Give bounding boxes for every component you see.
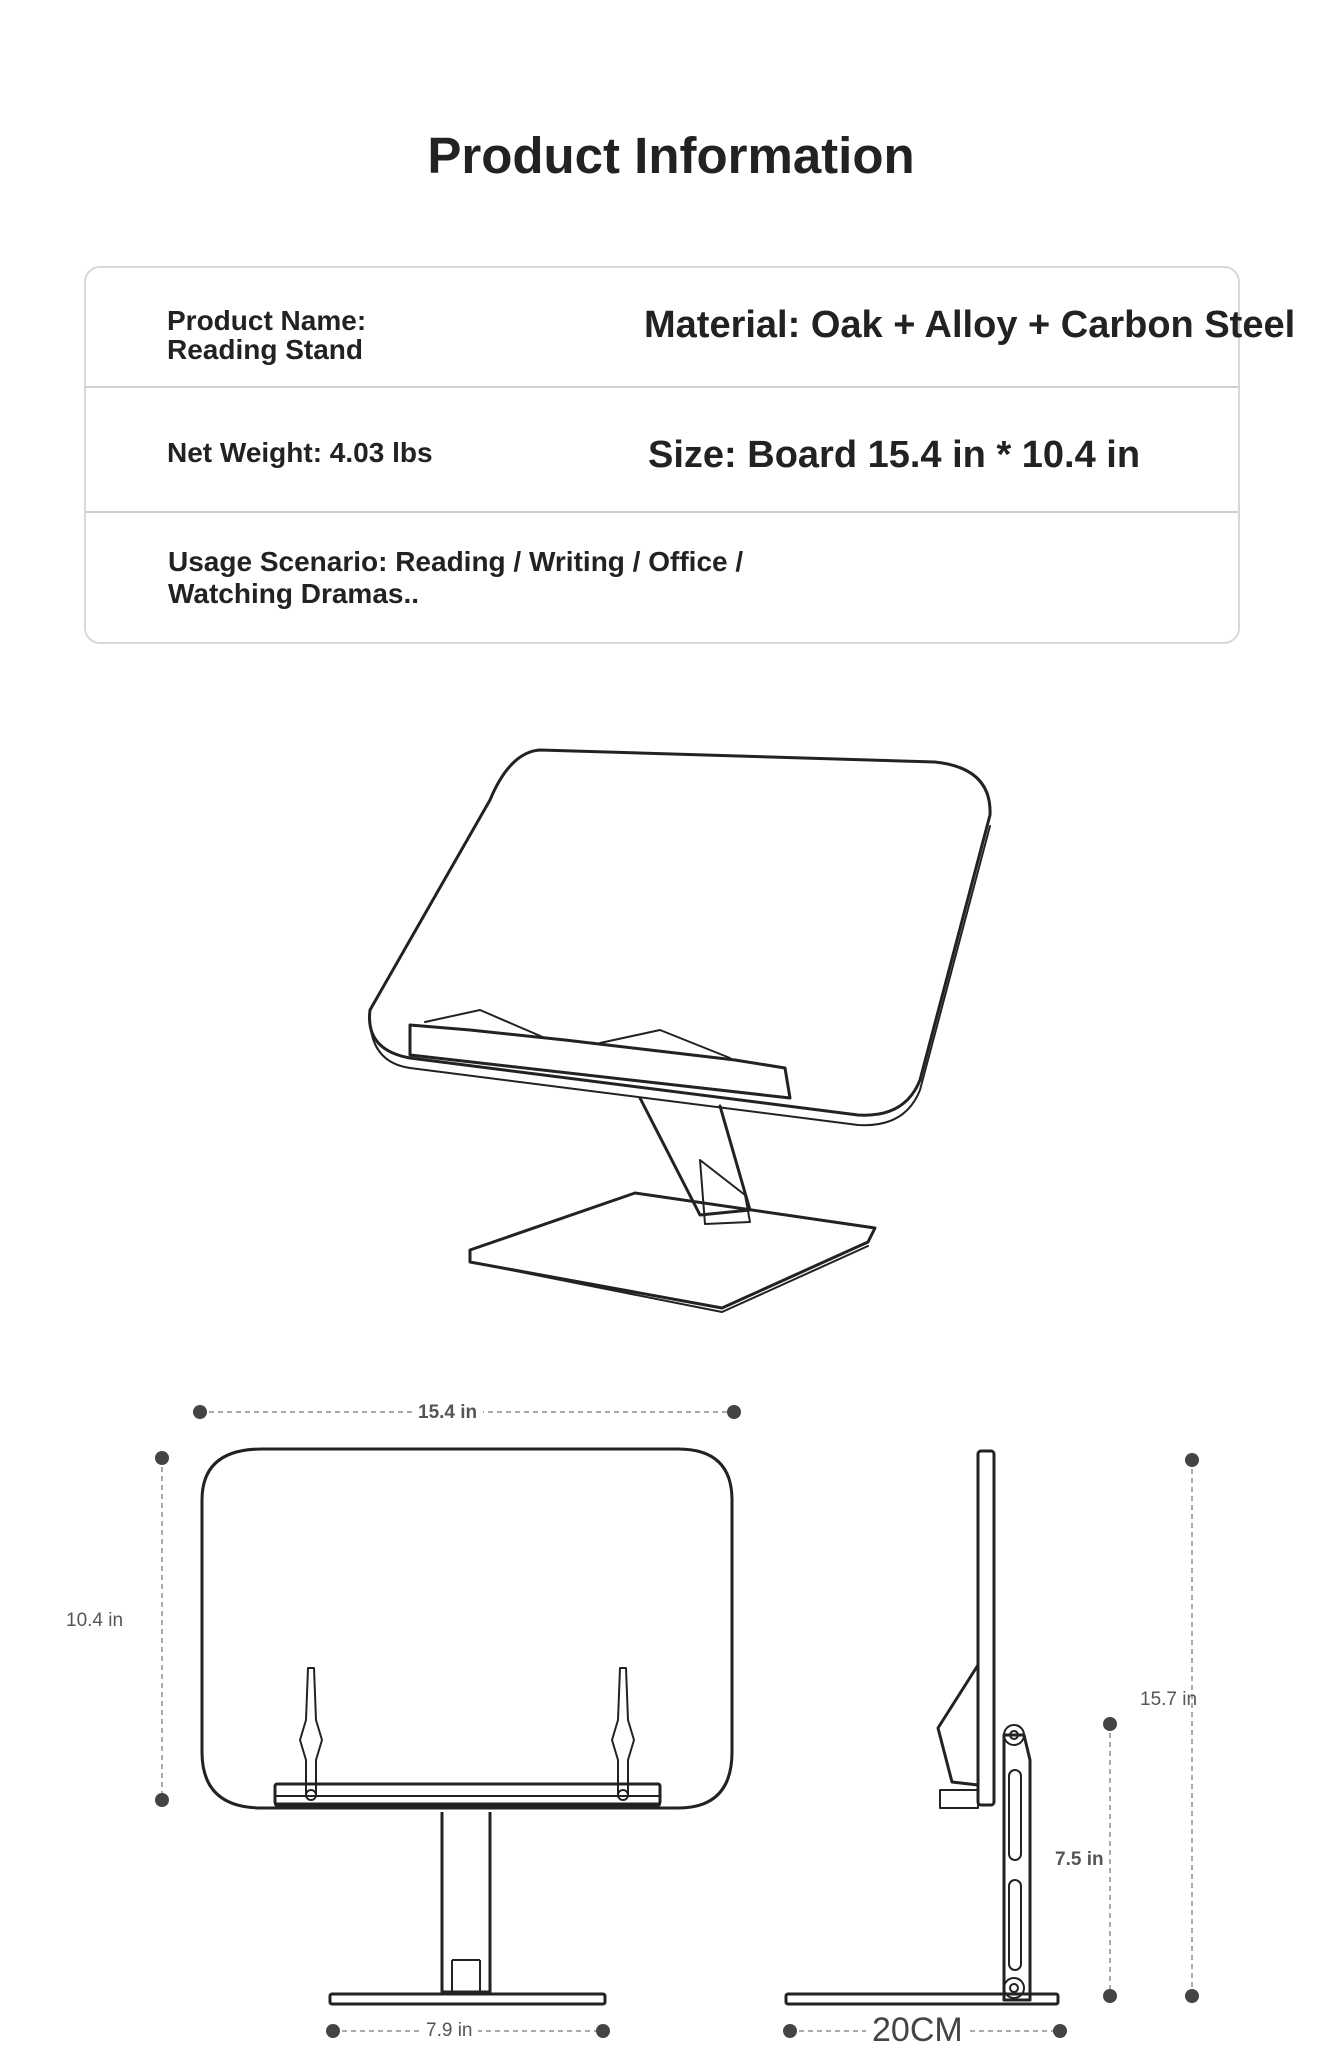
- front-view-drawing: [202, 1449, 732, 2004]
- material-cell: Material: Oak + Alloy + Carbon Steel: [644, 304, 1296, 346]
- front-stem: [442, 1812, 490, 1992]
- side-arm: [1004, 1735, 1030, 2000]
- side-book-clip: [938, 1665, 978, 1785]
- front-base: [330, 1994, 605, 2004]
- dimension-dot: [326, 2024, 340, 2038]
- front-board: [202, 1449, 732, 1808]
- perspective-base-edge: [470, 1246, 868, 1312]
- dimension-dot: [1185, 1453, 1199, 1467]
- base-width-label: 7.9 in: [420, 2020, 478, 2042]
- side-arm-slot-upper: [1009, 1770, 1021, 1860]
- dimension-dot: [1103, 1717, 1117, 1731]
- perspective-ledge: [410, 1025, 790, 1098]
- dimension-dots: [155, 1405, 1199, 2038]
- dimension-dot: [596, 2024, 610, 2038]
- side-view-drawing: [786, 1451, 1058, 2004]
- dimension-dot: [1103, 1989, 1117, 2003]
- dimension-dot: [155, 1793, 169, 1807]
- side-board: [978, 1451, 994, 1805]
- front-stem-slot: [452, 1960, 480, 1992]
- usage-scenario-line: Usage Scenario: Reading / Writing / Office /: [168, 546, 744, 577]
- page-title: Product Information: [427, 127, 915, 184]
- dimension-dot: [155, 1451, 169, 1465]
- dimension-dot: [727, 1405, 741, 1419]
- usage-scenario-line: Watching Dramas..: [168, 578, 420, 610]
- perspective-base: [470, 1193, 875, 1308]
- side-base-depth-label: 20CM: [866, 2011, 969, 2050]
- side-arm-slot-lower: [1009, 1880, 1021, 1970]
- perspective-board-edge: [370, 826, 990, 1125]
- dimension-dot: [783, 2024, 797, 2038]
- dimension-dot: [1053, 2024, 1067, 2038]
- front-ledge: [275, 1784, 660, 1804]
- front-width-label: 15.4 in: [412, 1402, 483, 1424]
- size-cell: Size: Board 15.4 in * 10.4 in: [648, 434, 1141, 476]
- side-arm-bottom-pivot-inner: [1010, 1984, 1018, 1992]
- front-right-hook: [612, 1668, 634, 1796]
- side-total-height-label: 15.7 in: [1140, 1689, 1198, 1710]
- product-name-label: Product Name:: [167, 305, 367, 336]
- perspective-ledge-hooks: [425, 1010, 730, 1058]
- product-name-value: Reading Stand: [167, 334, 364, 366]
- dimension-dot: [193, 1405, 207, 1419]
- net-weight-cell: Net Weight: 4.03 lbs: [167, 437, 433, 468]
- side-stand-height-label: 7.5 in: [1055, 1849, 1104, 1870]
- front-left-hook: [300, 1668, 322, 1796]
- perspective-stand-illustration: [370, 750, 991, 1312]
- front-height-label: 10.4 in: [66, 1610, 124, 1631]
- side-ledge: [940, 1790, 978, 1808]
- dimension-dot: [1185, 1989, 1199, 2003]
